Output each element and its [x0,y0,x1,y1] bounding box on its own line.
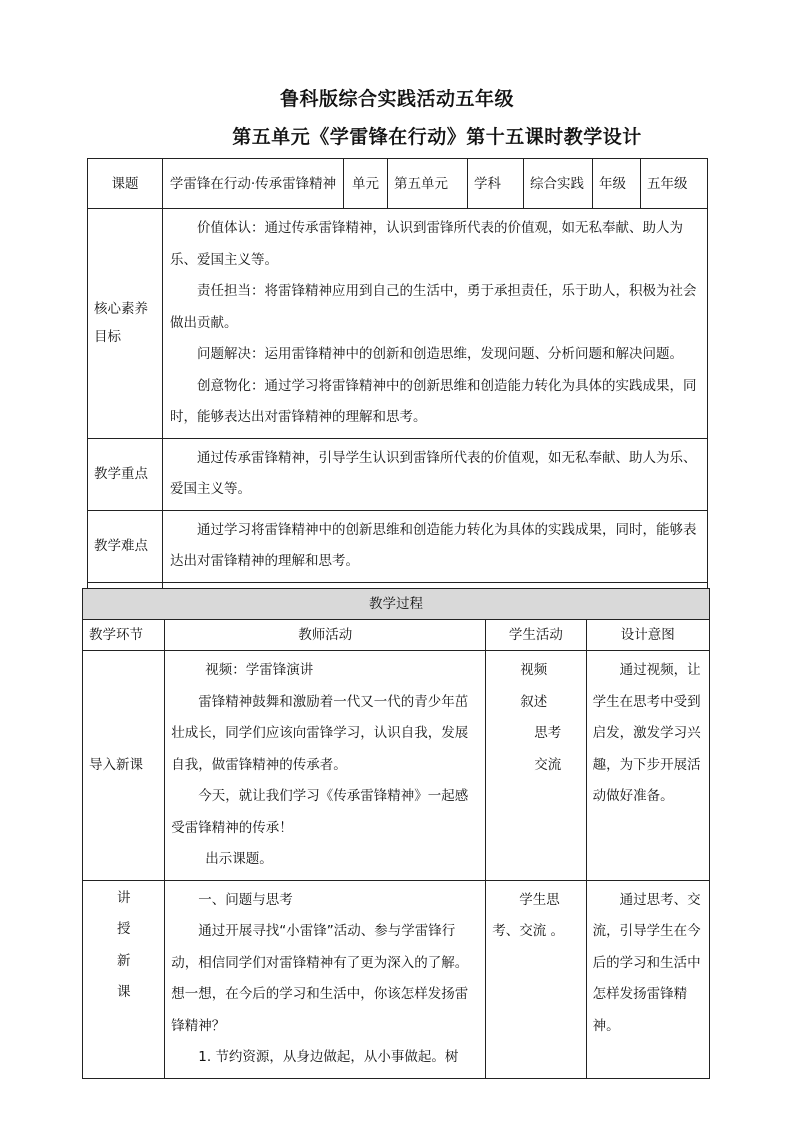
subject-value: 综合实践 [524,159,593,209]
teacher-line: 视频：学雷锋演讲 [205,662,314,678]
col-intent-header: 设计意图 [586,620,709,651]
document-subtitle: 第五单元《学雷锋在行动》第十五课时教学设计 [232,126,642,148]
grade-label: 年级 [593,159,641,209]
student-line: 叙述 [520,693,548,710]
student-text: 学生思考、交流 。 [492,891,565,939]
stage-new-lesson-label: 讲授新课 [117,889,149,1000]
teacher-line: 1. 节约资源，从身边做起，从小事做起。树 [198,1049,459,1065]
student-line: 交流 [534,756,562,773]
intent-text: 通过视频，让学生在思考中受到启发，激发学习兴趣，为下步开展活动做好准备。 [592,662,701,804]
goal-item: 责任担当：将雷锋精神应用到自己的生活中，勇于承担责任，乐于助人，积极为社会做出贡献。 [170,283,697,331]
intro-design-intent [586,651,709,881]
stage-intro: 导入新课 [83,651,165,881]
key-point-label: 教学重点 [88,438,163,510]
stage-new-lesson [83,880,165,1078]
teacher-line: 出示课题。 [205,851,273,867]
topic-label: 课题 [88,159,163,209]
process-header: 教学过程 [83,589,710,620]
topic-value: 学雷锋在行动·传承雷锋精神 [163,159,344,209]
key-point-text: 通过传承雷锋精神，引导学生认识到雷锋所代表的价值观，如无私奉献、助人为乐、爱国主义等。 [170,449,697,497]
new-lesson-teacher-activity [165,880,486,1078]
col-student-header: 学生活动 [486,620,586,651]
goal-item: 问题解决：运用雷锋精神中的创新和创造思维，发现问题、分析问题和解决问题。 [197,346,683,362]
grade-value: 五年级 [641,159,708,209]
teacher-line: 通过开展寻找“小雷锋”活动、参与学雷锋行动，相信同学们对雷锋精神有了更为深入的了解。想一想，在今后的学习和生活中，你该怎样发扬雷锋精神？ [171,923,469,1034]
teacher-line: 雷锋精神鼓舞和激励着一代又一代的青少年茁壮成长，同学们应该向雷锋学习，认识自我，发展自我，做雷锋精神的传承者。 [171,693,469,773]
goals-label: 核心素养目标 [88,209,163,439]
intro-student-activity [486,651,586,881]
intent-text: 通过思考、交流，引导学生在今后的学习和生活中怎样发扬雷锋精神。 [592,891,701,1034]
difficulty-text: 通过学习将雷锋精神中的创新思维和创造能力转化为具体的实践成果，同时，能够表达出对雷锋精神的理解和思考。 [170,521,697,569]
unit-label: 单元 [344,159,388,209]
key-point-cell [163,438,708,510]
difficulty-label: 教学难点 [88,510,163,582]
col-stage-header: 教学环节 [83,620,165,651]
col-teacher-header: 教师活动 [165,620,486,651]
intro-teacher-activity [165,651,486,881]
student-line: 视频 [520,662,548,678]
teacher-line: 今天，就让我们学习《传承雷锋精神》一起感受雷锋精神的传承！ [171,788,469,836]
new-lesson-design-intent [586,880,709,1078]
teaching-process-table [82,588,710,1079]
new-lesson-student-activity [486,880,586,1078]
student-line: 思考 [534,725,562,741]
difficulty-cell [163,510,708,582]
lesson-info-table [87,158,708,614]
unit-value: 第五单元 [388,159,468,209]
teacher-line: 一、问题与思考 [198,891,293,908]
goals-content [163,209,708,439]
subject-label: 学科 [468,159,524,209]
document-title: 鲁科版综合实践活动五年级 [279,88,514,110]
goal-item: 创意物化：通过学习将雷锋精神中的创新思维和创造能力转化为具体的实践成果，同时，能够表达出对雷锋精神的理解和思考。 [170,377,697,425]
goal-item: 价值体认：通过传承雷锋精神，认识到雷锋所代表的价值观，如无私奉献、助人为乐、爱国主义等。 [170,220,683,268]
